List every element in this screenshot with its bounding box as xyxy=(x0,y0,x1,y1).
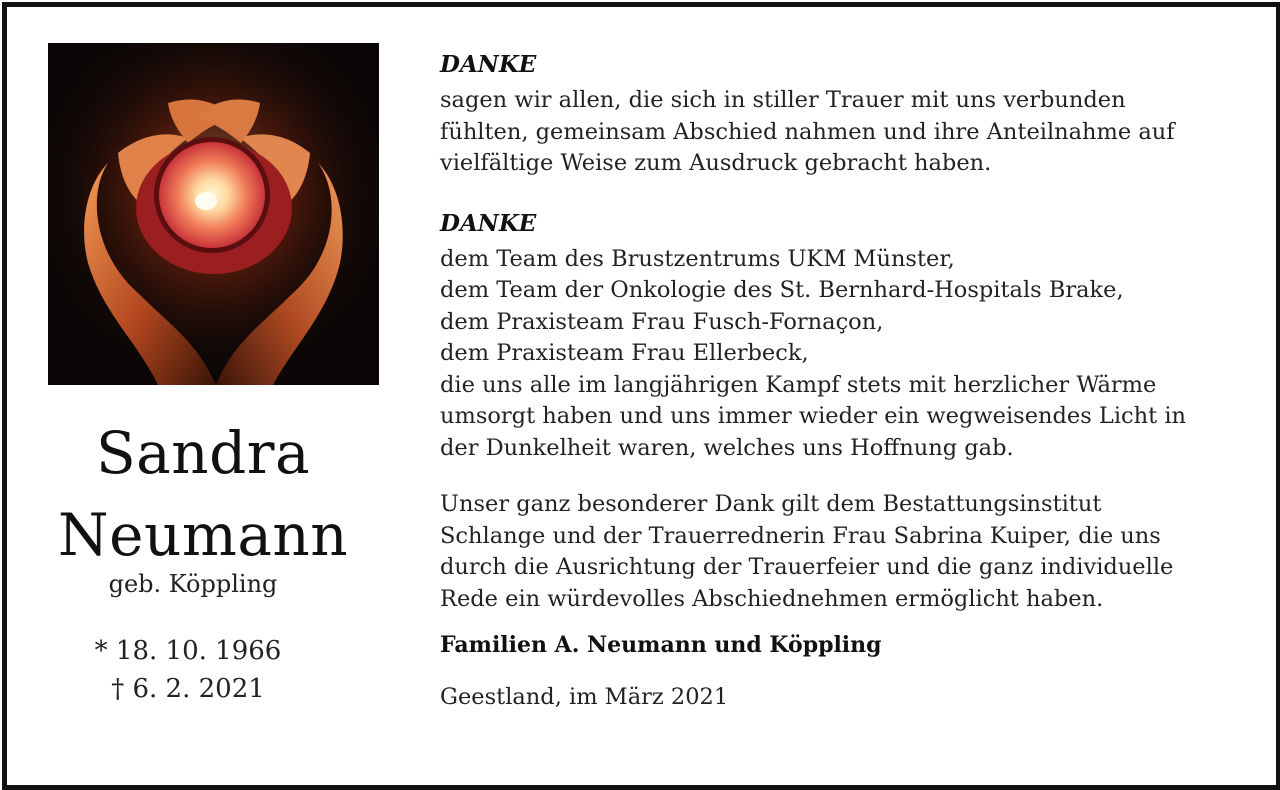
section1-heading: DANKE xyxy=(440,51,537,78)
text-line: umsorgt haben und uns immer wieder ein wegweisendes Licht in xyxy=(440,403,1187,429)
section2-heading: DANKE xyxy=(440,209,537,237)
candle-photo xyxy=(48,43,379,385)
text-line: vielfältige Weise zum Ausdruck gebracht haben. xyxy=(440,150,992,176)
section1-paragraph xyxy=(440,85,1240,180)
text-line: dem Praxisteam Frau Ellerbeck, xyxy=(440,340,809,366)
deceased-first-name: Sandra xyxy=(95,419,311,487)
text-line: die uns alle im langjährigen Kampf stets mit herzlicher Wärme xyxy=(440,371,1157,398)
text-line: Schlange und der Trauerrednerin Frau Sabrina Kuiper, die uns xyxy=(440,522,1161,549)
family-signature: Familien A. Neumann und Köppling xyxy=(440,632,882,658)
deceased-last-name: Neumann xyxy=(57,501,349,569)
section3-paragraph xyxy=(440,489,1240,615)
text-line: dem Praxisteam Frau Fusch-Fornaçon, xyxy=(440,308,884,335)
maiden-name: geb. Köppling xyxy=(108,570,278,598)
death-date: † 6. 2. 2021 xyxy=(111,674,265,704)
obituary-frame xyxy=(2,2,1280,790)
text-line: dem Team der Onkologie des St. Bernhard-Hospitals Brake, xyxy=(440,277,1124,303)
text-line: durch die Ausrichtung der Trauerfeier und die ganz individuelle xyxy=(440,554,1174,580)
birth-date: * 18. 10. 1966 xyxy=(94,636,282,666)
text-line: der Dunkelheit waren, welches uns Hoffnung gab. xyxy=(440,434,1014,461)
text-line: Unser ganz besonderer Dank gilt dem Bestattungsinstitut xyxy=(440,491,1102,517)
text-line: dem Team des Brustzentrums UKM Münster, xyxy=(440,245,955,272)
section2-paragraph xyxy=(440,244,1240,465)
text-line: fühlten, gemeinsam Abschied nahmen und ihre Anteilnahme auf xyxy=(440,118,1175,145)
candle-in-hands-icon xyxy=(48,43,379,385)
text-line: sagen wir allen, die sich in stiller Trauer mit uns verbunden xyxy=(440,87,1126,113)
thank-you-text xyxy=(440,49,1240,713)
text-line: Rede ein würdevolles Abschiednehmen ermöglicht haben. xyxy=(440,585,1104,612)
place-date: Geestland, im März 2021 xyxy=(440,683,729,710)
